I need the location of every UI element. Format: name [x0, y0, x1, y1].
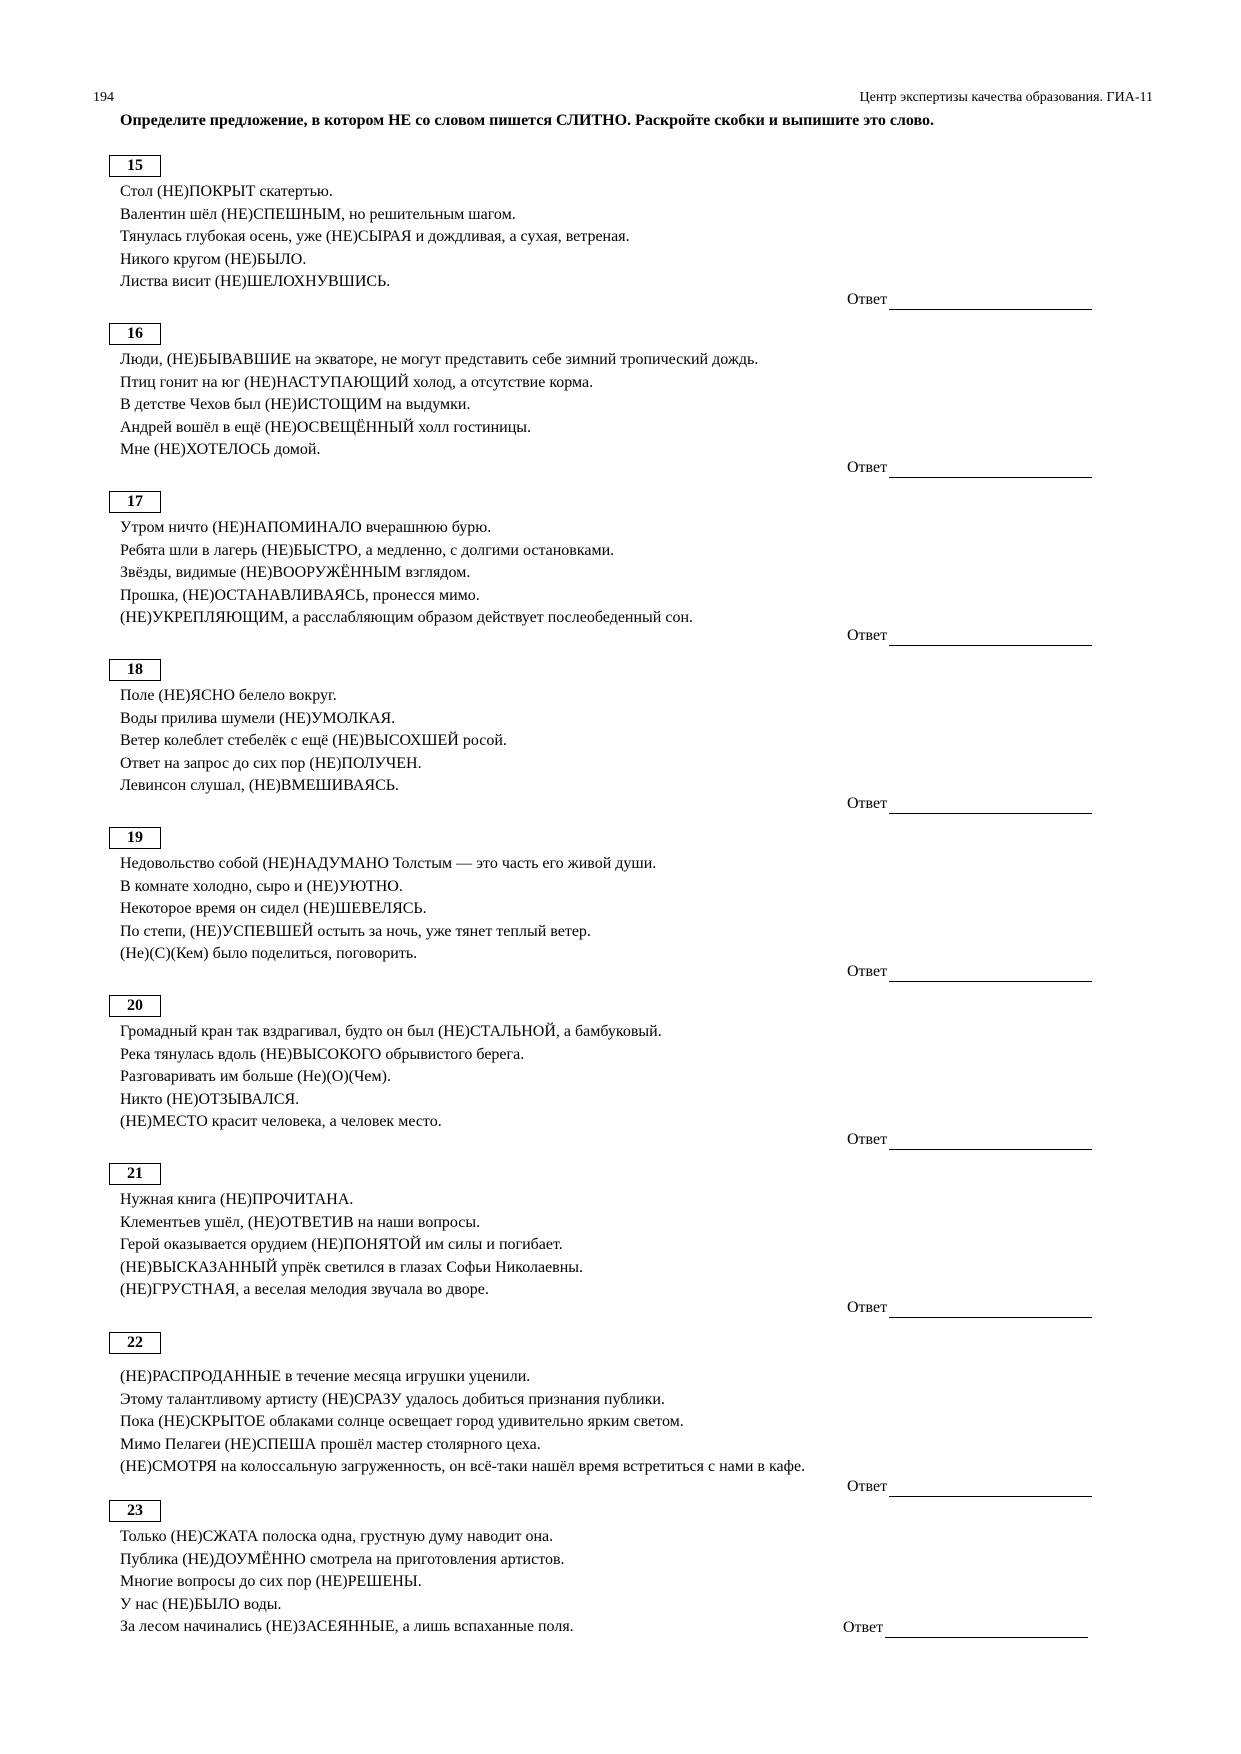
answer-label: Ответ: [847, 1299, 888, 1316]
task-block: [0, 1332, 1241, 1495]
page-header-title: Центр экспертизы качества образования. ГИА-11: [859, 90, 1153, 105]
answer-label: Ответ: [847, 1131, 888, 1148]
task-number-box: 17: [109, 491, 161, 513]
answer-field: [847, 626, 1092, 646]
answer-blank-line[interactable]: [889, 964, 1092, 982]
answer-field: [847, 1298, 1092, 1318]
task-block: [0, 323, 1241, 483]
answer-field: [847, 458, 1092, 478]
task-block: [0, 1500, 1241, 1660]
answer-label: Ответ: [847, 291, 888, 308]
sentence: Никто (НЕ)ОТЗЫВАЛСЯ.: [120, 1090, 300, 1108]
sentence-list: [120, 517, 693, 630]
task-number-box: 18: [109, 659, 161, 681]
sentence: Публика (НЕ)ДОУМЁННО смотрела на приготовления артистов.: [120, 1550, 565, 1568]
sentence: Громадный кран так вздрагивал, будто он был (НЕ)СТАЛЬНОЙ, а бамбуковый.: [120, 1023, 662, 1040]
sentence: Звёзды, видимые (НЕ)ВООРУЖЁННЫМ взглядом.: [120, 564, 471, 581]
sentence-list: [120, 853, 656, 966]
sentence: Герой оказывается орудием (НЕ)ПОНЯТОЙ им силы и погибает.: [120, 1236, 563, 1253]
sentence: Прошка, (НЕ)ОСТАНАВЛИВАЯСЬ, пронесся мимо.: [120, 586, 480, 604]
sentence: Тянулась глубокая осень, уже (НЕ)СЫРАЯ и дождливая, а сухая, ветреная.: [120, 228, 630, 245]
sentence: Люди, (НЕ)БЫВАВШИЕ на экваторе, не могут представить себе зимний тропический дождь.: [120, 351, 759, 368]
sentence-list: [120, 1366, 805, 1479]
answer-field: [847, 1130, 1092, 1150]
task-block: [0, 995, 1241, 1155]
answer-blank-line[interactable]: [889, 628, 1092, 646]
sentence: Воды прилива шумели (НЕ)УМОЛКАЯ.: [120, 709, 396, 727]
sentence: (НЕ)МЕСТО красит человека, а человек место.: [120, 1113, 442, 1130]
sentence: За лесом начинались (НЕ)ЗАСЕЯННЫЕ, а лишь вспаханные поля.: [120, 1618, 574, 1635]
sentence: В детстве Чехов был (НЕ)ИСТОЩИМ на выдумки.: [120, 396, 471, 413]
sentence: Ответ на запрос до сих пор (НЕ)ПОЛУЧЕН.: [120, 754, 422, 772]
sentence: Мимо Пелагеи (НЕ)СПЕША прошёл мастер столярного цеха.: [120, 1435, 541, 1453]
sentence: Река тянулась вдоль (НЕ)ВЫСОКОГО обрывистого берега.: [120, 1045, 525, 1063]
answer-label: Ответ: [847, 1478, 888, 1495]
sentence: (НЕ)ВЫСКАЗАННЫЙ упрёк светился в глазах Софьи Николаевны.: [120, 1258, 584, 1276]
sentence: У нас (НЕ)БЫЛО воды.: [120, 1595, 282, 1613]
sentence: Андрей вошёл в ещё (НЕ)ОСВЕЩЁННЫЙ холл гостиницы.: [120, 418, 532, 436]
sentence: Недовольство собой (НЕ)НАДУМАНО Толстым — это часть его живой души.: [120, 855, 657, 872]
task-block: [0, 491, 1241, 651]
answer-label: Ответ: [847, 963, 888, 980]
sentence-list: [120, 1189, 583, 1302]
task-number-box: 19: [109, 827, 161, 849]
sentence: В комнате холодно, сыро и (НЕ)УЮТНО.: [120, 877, 403, 895]
answer-label: Ответ: [847, 795, 888, 812]
sentence: Ветер колеблет стебелёк с ещё (НЕ)ВЫСОХШЕЙ росой.: [120, 732, 507, 749]
sentence: Ребята шли в лагерь (НЕ)БЫСТРО, а медленно, с долгими остановками.: [120, 541, 615, 559]
answer-field: [843, 1618, 1088, 1638]
sentence: (НЕ)РАСПРОДАННЫЕ в течение месяца игрушки уценили.: [120, 1368, 531, 1385]
sentence-list: [120, 685, 507, 798]
sentence: (НЕ)УКРЕПЛЯЮЩИМ, а расслабляющим образом действует послеобеденный сон.: [120, 609, 694, 626]
sentence: Птиц гонит на юг (НЕ)НАСТУПАЮЩИЙ холод, а отсутствие корма.: [120, 373, 594, 391]
sentence: (НЕ)ГРУСТНАЯ, а веселая мелодия звучала во дворе.: [120, 1281, 489, 1298]
task-number-box: 15: [109, 155, 161, 177]
answer-label: Ответ: [843, 1619, 884, 1636]
sentence: Клементьев ушёл, (НЕ)ОТВЕТИВ на наши вопросы.: [120, 1213, 481, 1231]
task-number-box: 22: [109, 1332, 161, 1354]
sentence: Пока (НЕ)СКРЫТОЕ облаками солнце освещает город удивительно ярким светом.: [120, 1413, 684, 1430]
sentence: Левинсон слушал, (НЕ)ВМЕШИВАЯСЬ.: [120, 777, 399, 794]
sentence-list: [120, 349, 758, 462]
task-number-box: 23: [109, 1500, 161, 1522]
task-number-box: 21: [109, 1163, 161, 1185]
task-block: [0, 659, 1241, 819]
task-block: [0, 1163, 1241, 1323]
sentence: Листва висит (НЕ)ШЕЛОХНУВШИСЬ.: [120, 273, 391, 290]
answer-blank-line[interactable]: [885, 1620, 1088, 1638]
answer-label: Ответ: [847, 459, 888, 476]
sentence-list: [120, 1526, 574, 1639]
task-block: [0, 827, 1241, 987]
sentence: Поле (НЕ)ЯСНО белело вокруг.: [120, 687, 337, 704]
answer-blank-line[interactable]: [889, 460, 1092, 478]
answer-blank-line[interactable]: [889, 1479, 1092, 1497]
answer-blank-line[interactable]: [889, 1132, 1092, 1150]
sentence: Нужная книга (НЕ)ПРОЧИТАНА.: [120, 1191, 354, 1208]
instruction-text: Определите предложение, в котором НЕ со словом пишется СЛИТНО. Раскройте скобки и выпишите это слово.: [120, 112, 935, 129]
answer-field: [847, 290, 1092, 310]
answer-field: [847, 1477, 1092, 1497]
sentence: (НЕ)СМОТРЯ на колоссальную загруженность, он всё-таки нашёл время встретиться с нами в кафе.: [120, 1458, 806, 1475]
sentence-list: [120, 181, 630, 294]
sentence: Никого кругом (НЕ)БЫЛО.: [120, 250, 307, 268]
answer-blank-line[interactable]: [889, 1300, 1092, 1318]
answer-field: [847, 794, 1092, 814]
answer-blank-line[interactable]: [889, 796, 1092, 814]
sentence: Разговаривать им больше (Не)(О)(Чем).: [120, 1068, 391, 1085]
task-number-box: 20: [109, 995, 161, 1017]
sentence: Валентин шёл (НЕ)СПЕШНЫМ, но решительным шагом.: [120, 205, 516, 223]
sentence: Стол (НЕ)ПОКРЫТ скатертью.: [120, 183, 333, 200]
task-number-box: 16: [109, 323, 161, 345]
sentence: По степи, (НЕ)УСПЕВШЕЙ остыть за ночь, уже тянет теплый ветер.: [120, 922, 591, 940]
answer-blank-line[interactable]: [889, 292, 1092, 310]
sentence: (Не)(С)(Кем) было поделиться, поговорить.: [120, 945, 418, 962]
sentence-list: [120, 1021, 662, 1134]
sentence: Утром ничто (НЕ)НАПОМИНАЛО вчерашнюю бурю.: [120, 519, 492, 536]
answer-label: Ответ: [847, 627, 888, 644]
sentence: Мне (НЕ)ХОТЕЛОСЬ домой.: [120, 441, 321, 458]
sentence: Некоторое время он сидел (НЕ)ШЕВЕЛЯСЬ.: [120, 900, 427, 917]
page-number: 194: [93, 90, 114, 105]
answer-field: [847, 962, 1092, 982]
sentence: Этому талантливому артисту (НЕ)СРАЗУ удалось добиться признания публики.: [120, 1390, 665, 1408]
task-block: [0, 155, 1241, 315]
sentence: Многие вопросы до сих пор (НЕ)РЕШЕНЫ.: [120, 1573, 422, 1590]
sentence: Только (НЕ)СЖАТА полоска одна, грустную думу наводит она.: [120, 1528, 554, 1545]
